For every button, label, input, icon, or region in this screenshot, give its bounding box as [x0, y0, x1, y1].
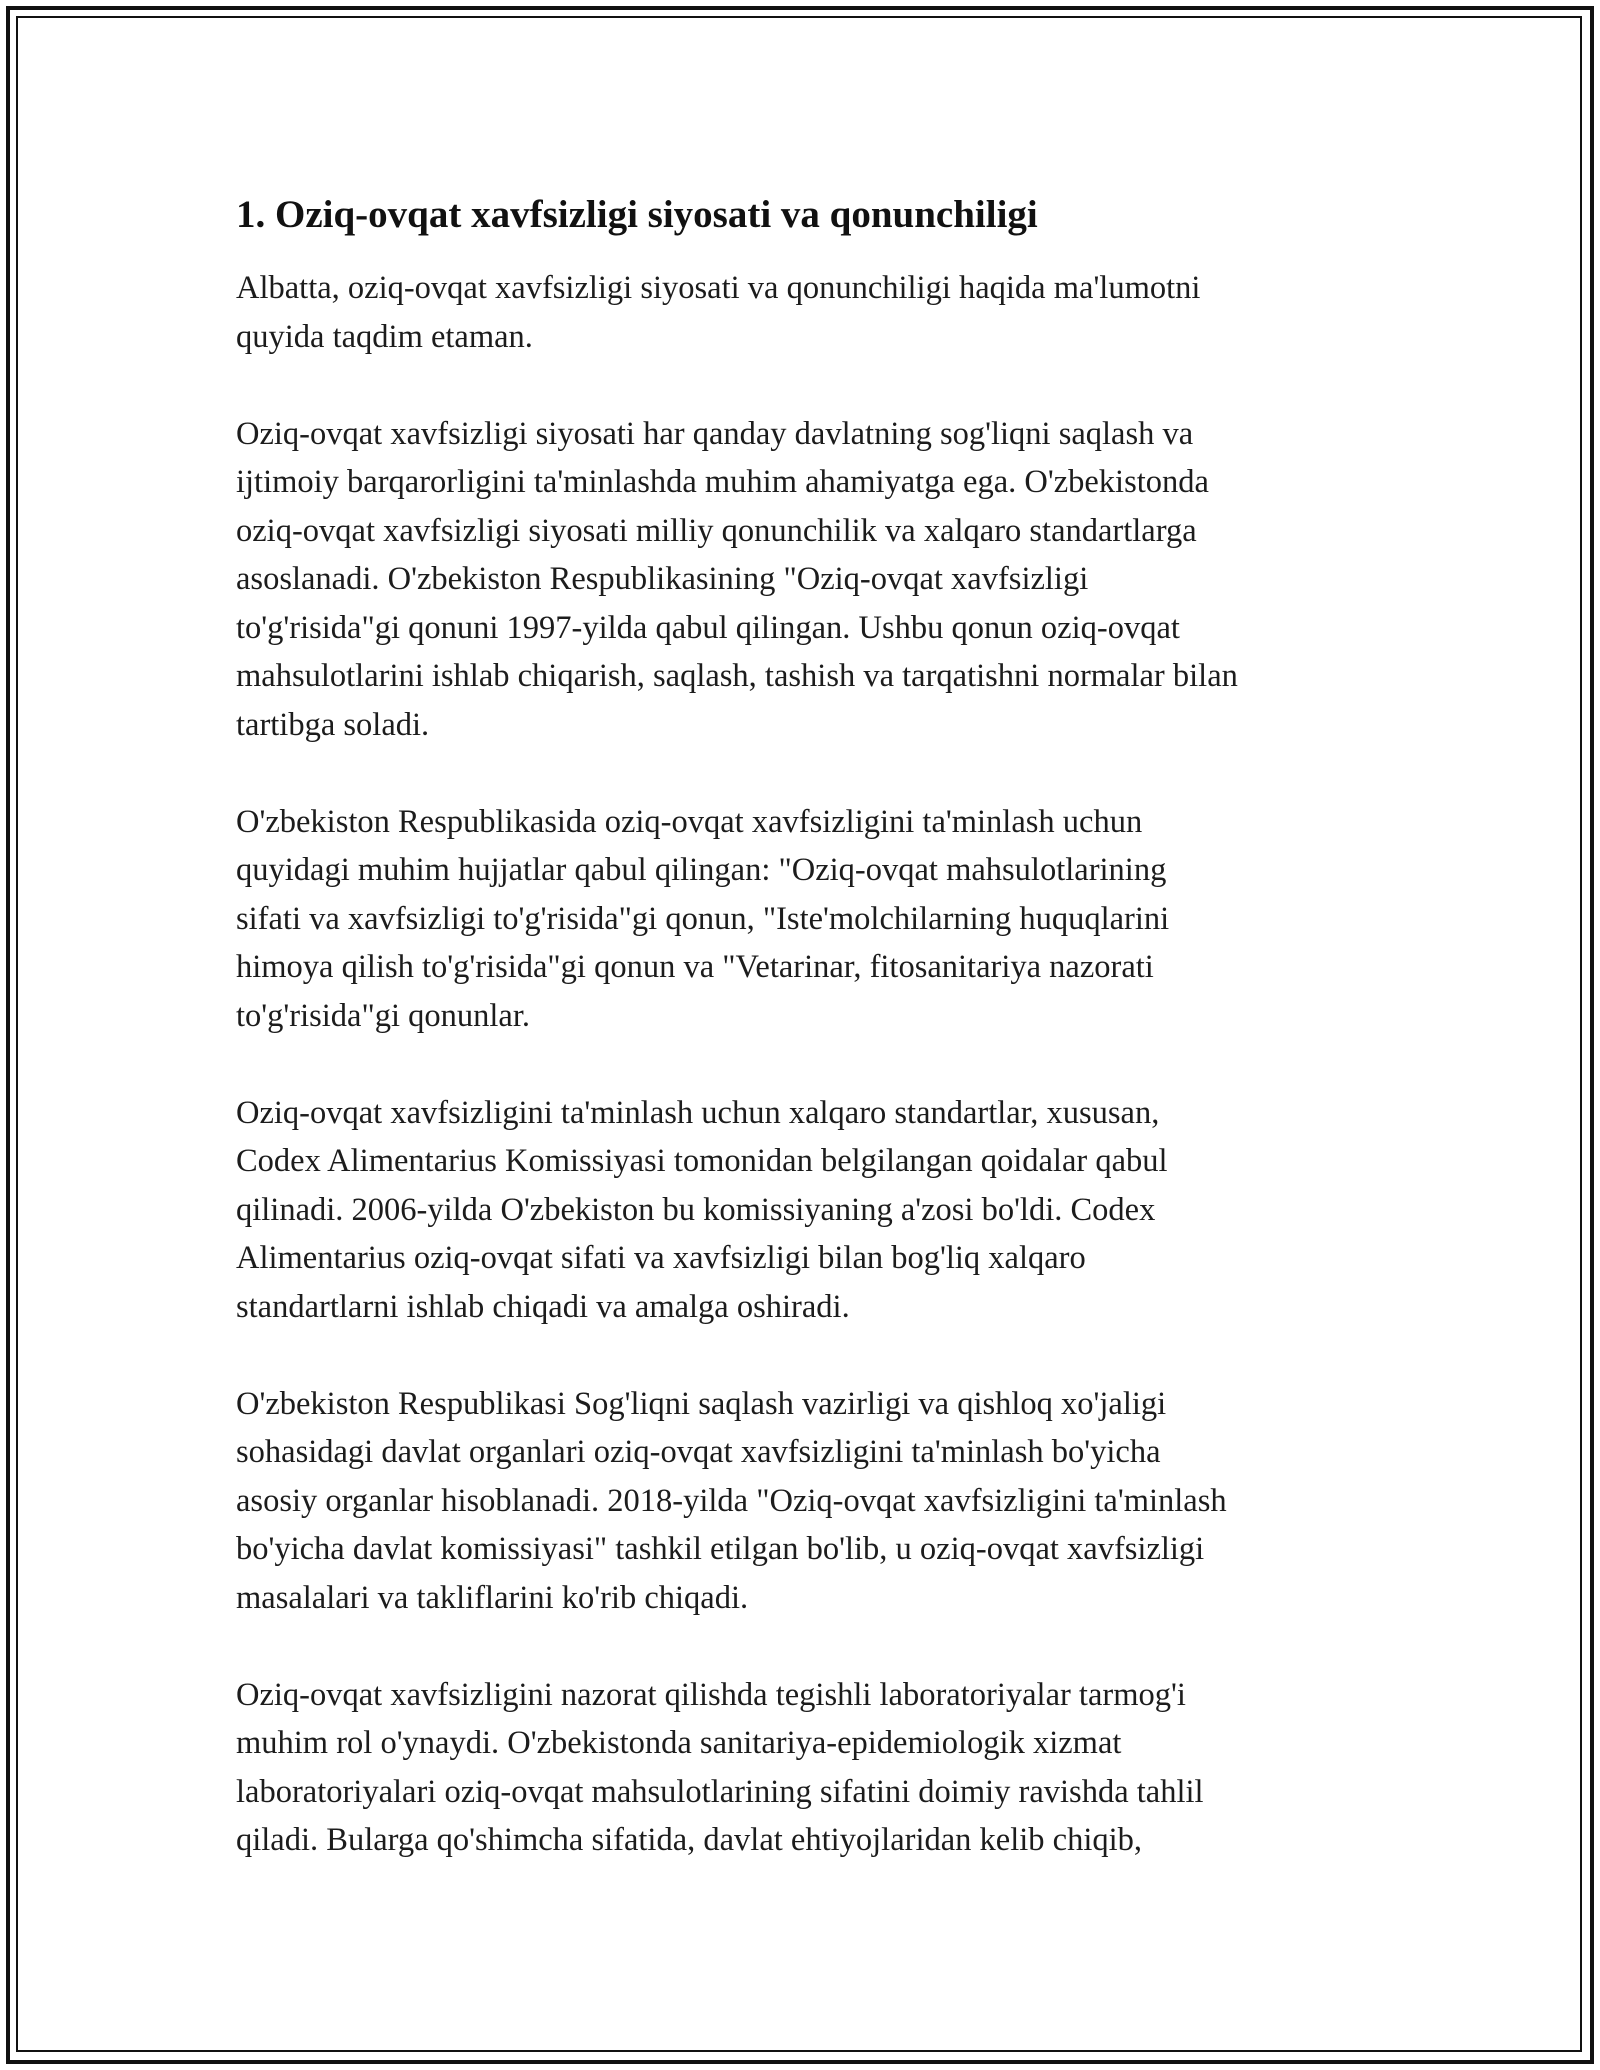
document-page: [236, 186, 1376, 1913]
paragraph-international-standards: Oziq-ovqat xavfsizligini ta'minlash uchun xalqaro standartlar, xususan, Codex Alimentarius Komissiyasi tomonidan belgilangan qoidalar qabul qilinadi. 2006-yilda O'zbekiston bu komissiyaning a'zosi bo'ldi. Codex Alimentarius oziq-ovqat sifati va xavfsizligi bilan bog'liq xalqaro standartlarni ishlab chiqadi va amalga oshiradi.: [236, 1094, 1168, 1325]
paragraph-state-bodies: O'zbekiston Respublikasi Sog'liqni saqlash vazirligi va qishloq xo'jaligi sohasidagi davlat organlari oziq-ovqat xavfsizligini ta'minlash bo'yicha asosiy organlar hisoblanadi. 2018-yilda "Oziq-ovqat xavfsizligini ta'minlash bo'yicha davlat komissiyasi" tashkil etilgan bo'lib, u oziq-ovqat xavfsizligi masalalari va takliflarini ko'rib chiqadi.: [236, 1385, 1227, 1616]
paragraph-policy-overview: Oziq-ovqat xavfsizligi siyosati har qanday davlatning sog'liqni saqlash va ijtimoiy barqarorligini ta'minlashda muhim ahamiyatga ega. O'zbekistonda oziq-ovqat xavfsizligi siyosati milliy qonunchilik va xalqaro standartlarga asoslanadi. O'zbekiston Respublikasining "Oziq-ovqat xavfsizligi to'g'risida"gi qonuni 1997-yilda qabul qilingan. Ushbu qonun oziq-ovqat mahsulotlarini ishlab chiqarish, saqlash, tashish va tarqatishni normalar bilan tartibga soladi.: [236, 415, 1238, 743]
document-title: 1. Oziq-ovqat xavfsizligi siyosati va qonunchiligi: [236, 193, 1038, 236]
paragraph-laboratories: Oziq-ovqat xavfsizligini nazorat qilishda tegishli laboratoriyalar tarmog'i muhim rol o'ynaydi. O'zbekistonda sanitariya-epidemiologik xizmat laboratoriyalari oziq-ovqat mahsulotlarining sifatini doimiy ravishda tahlil qiladi. Bularga qo'shimcha sifatida, davlat ehtiyojlaridan kelib chiqib,: [236, 1676, 1204, 1858]
paragraph-key-documents: O'zbekiston Respublikasida oziq-ovqat xavfsizligini ta'minlash uchun quyidagi muhim hujjatlar qabul qilingan: "Oziq-ovqat mahsulotlarining sifati va xavfsizligi to'g'risida"gi qonun, "Iste'molchilarning huquqlarini himoya qilish to'g'risida"gi qonun va "Vetarinar, fitosanitariya nazorati to'g'risida"gi qonunlar.: [236, 803, 1170, 1034]
paragraph-intro: Albatta, oziq-ovqat xavfsizligi siyosati va qonunchiligi haqida ma'lumotni quyida taqdim etaman.: [236, 270, 1201, 355]
